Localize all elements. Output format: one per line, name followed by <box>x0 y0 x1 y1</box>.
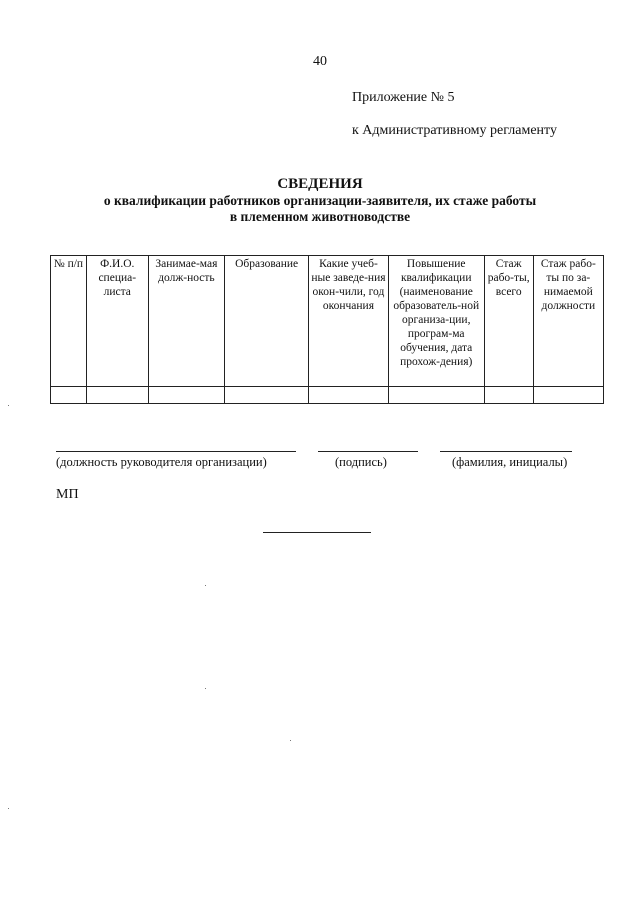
signature-line <box>318 451 418 452</box>
page-number: 40 <box>313 54 327 69</box>
appendix-number: Приложение № 5 <box>352 90 455 105</box>
name-signature-line <box>440 451 572 452</box>
position-signature-line <box>56 451 296 452</box>
header-education: Образование <box>225 256 309 387</box>
closing-rule <box>263 532 371 533</box>
stamp-place-label: МП <box>56 487 79 502</box>
table-cell <box>484 387 533 404</box>
table-header-row <box>51 256 604 387</box>
table-cell <box>533 387 603 404</box>
scan-speck <box>205 688 206 689</box>
header-advanced-training: Повышение квалификации (наименование образователь-ной организа-ции, програм-ма обучения, дата прохож-дения) <box>388 256 484 387</box>
header-full-name: Ф.И.О. специа-листа <box>86 256 148 387</box>
document-title <box>0 175 640 225</box>
header-position: Занимае-мая долж-ность <box>148 256 224 387</box>
table-cell <box>86 387 148 404</box>
header-number: № п/п <box>51 256 87 387</box>
title-subheading-line-1: о квалификации работников организации-заявителя, их стаже работы <box>103 193 537 208</box>
title-subheading-line-2: в племенном животноводстве <box>229 209 411 224</box>
position-caption: (должность руководителя организации) <box>56 455 267 469</box>
title-heading: СВЕДЕНИЯ <box>277 176 363 192</box>
signature-caption: (подпись) <box>335 455 387 469</box>
header-position-experience: Стаж рабо-ты по за-нимаемой должности <box>533 256 603 387</box>
table-cell <box>51 387 87 404</box>
scan-speck <box>205 585 206 586</box>
name-caption: (фамилия, инициалы) <box>452 455 568 469</box>
table-cell <box>309 387 389 404</box>
table-row <box>51 387 604 404</box>
table-cell <box>388 387 484 404</box>
table-cell <box>148 387 224 404</box>
scan-speck <box>290 740 291 741</box>
appendix-reference: к Административному регламенту <box>352 123 557 138</box>
header-institutions: Какие учеб-ные заведе-ния окон-чили, год окончания <box>309 256 389 387</box>
header-total-experience: Стаж рабо-ты, всего <box>484 256 533 387</box>
scan-speck <box>8 808 9 809</box>
table-cell <box>225 387 309 404</box>
scan-speck <box>8 405 9 406</box>
qualification-table <box>50 255 604 404</box>
